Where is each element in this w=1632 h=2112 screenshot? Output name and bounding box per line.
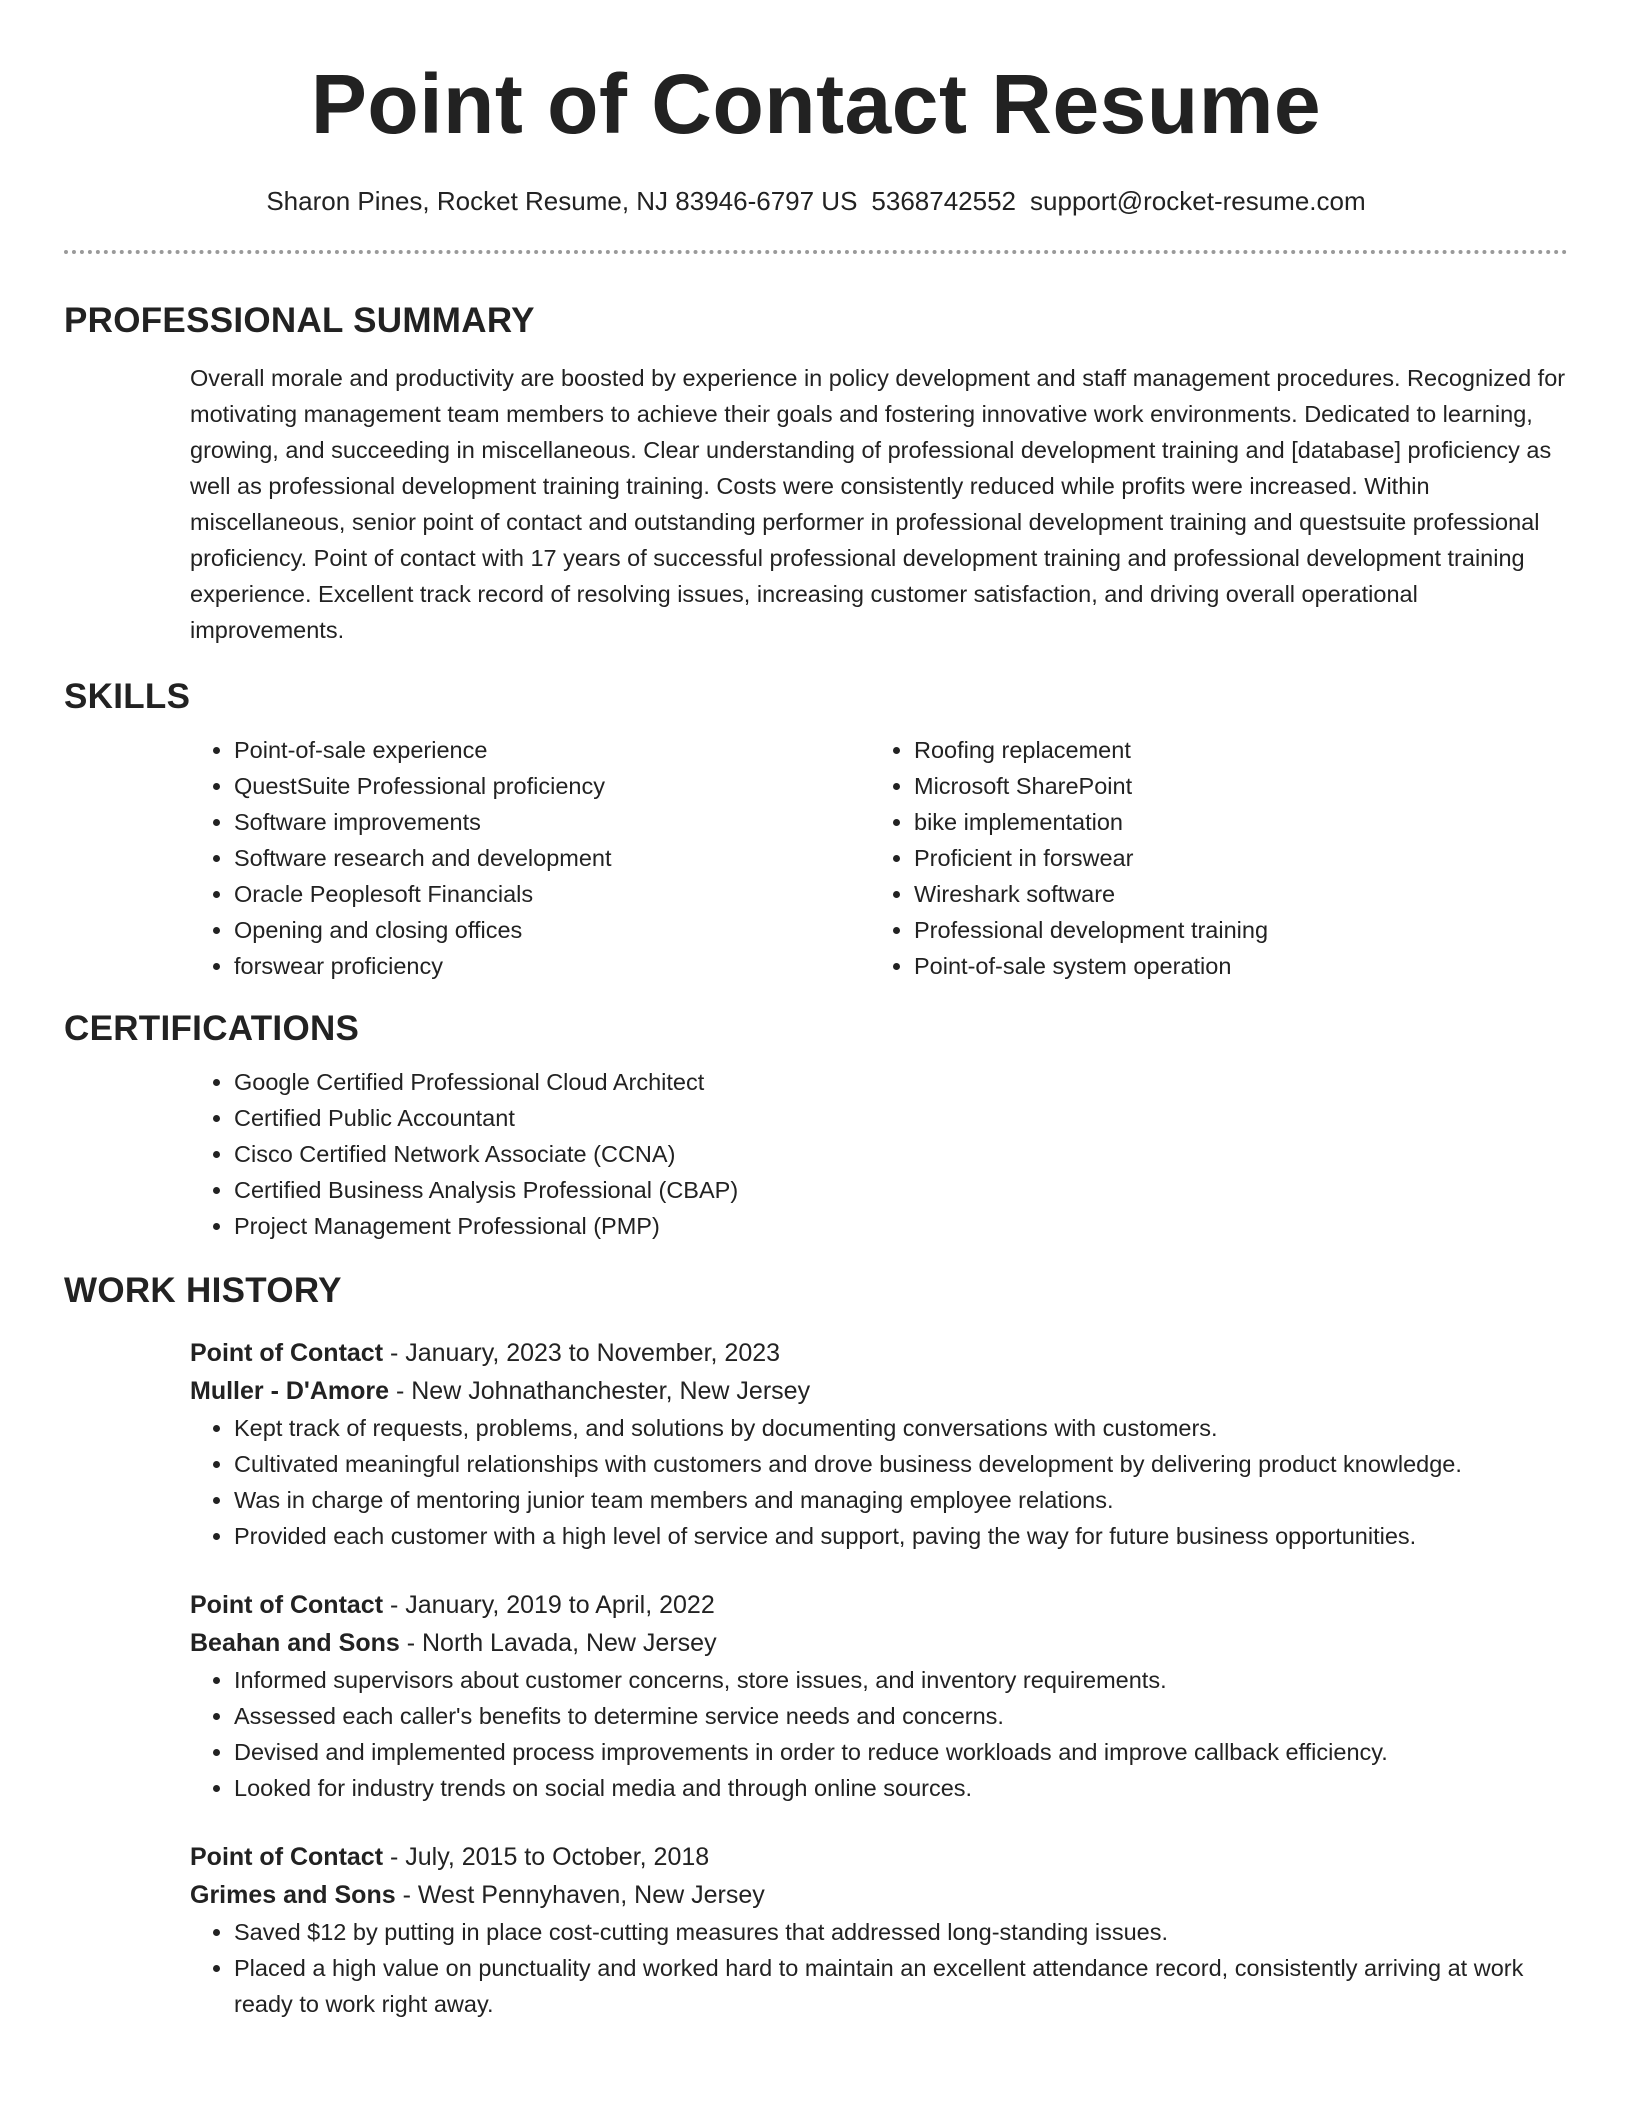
page-title: Point of Contact Resume — [310, 57, 1322, 151]
job-duties-list — [190, 1662, 1568, 1806]
certification-item: • Google Certified Professional Cloud Architect — [234, 1064, 1568, 1100]
job-title: Point of Contact — [190, 1339, 384, 1367]
contact-address: Sharon Pines, Rocket Resume, NJ 83946-6797 US — [266, 186, 858, 216]
job-duty: • Placed a high value on punctuality and worked hard to maintain an excellent attendance record, consistently arriving at work ready to work right away. — [234, 1950, 1568, 2022]
job-duty: • Assessed each caller's benefits to determine service needs and concerns. — [234, 1698, 1568, 1734]
skill-item: • Software research and development — [234, 840, 870, 876]
job-entry — [190, 1334, 1568, 1554]
skills-columns — [190, 732, 1568, 984]
job-duty: • Kept track of requests, problems, and solutions by documenting conversations with customers. — [234, 1410, 1568, 1446]
skills-column-left — [190, 732, 870, 984]
job-entry — [190, 1586, 1568, 1806]
skill-item: • Roofing replacement — [914, 732, 1550, 768]
job-location: - North Lavada, New Jersey — [399, 1629, 717, 1657]
job-duty: • Provided each customer with a high level of service and support, paving the way for future business opportunities. — [234, 1518, 1568, 1554]
job-location: - West Pennyhaven, New Jersey — [395, 1881, 765, 1909]
skill-item: • Point-of-sale experience — [234, 732, 870, 768]
skills-list-left — [190, 732, 870, 984]
job-dates: - January, 2023 to November, 2023 — [383, 1339, 781, 1367]
summary-text: Overall morale and productivity are boosted by experience in policy development and staff management procedures. Recognized for motivating management team members to achieve their goals and fostering innovative work environments. Dedicated to learning, growing, and succeeding in miscellaneous. Clear understanding of professional development training and [database] proficiency as well as professional development training training. Costs were consistently reduced while profits were increased. Within miscellaneous, senior point of contact and outstanding performer in professional development training and questsuite professional proficiency. Point of contact with 17 years of successful professional development training and professional development training experience. Excellent track record of resolving issues, increasing customer satisfaction, and driving overall operational improvements. — [190, 365, 1566, 643]
certification-item: • Project Management Professional (PMP) — [234, 1208, 1568, 1244]
job-company-line — [190, 1876, 1568, 1914]
contact-phone: 5368742552 — [871, 186, 1017, 216]
skill-item: • Wireshark software — [914, 876, 1550, 912]
skill-item: • forswear proficiency — [234, 948, 870, 984]
summary-heading: PROFESSIONAL SUMMARY — [64, 301, 535, 340]
skills-column-right — [870, 732, 1550, 984]
skill-item: • Oracle Peoplesoft Financials — [234, 876, 870, 912]
skill-item: • Software improvements — [234, 804, 870, 840]
job-duty: • Devised and implemented process improvements in order to reduce workloads and improve callback efficiency. — [234, 1734, 1568, 1770]
work-history-heading: WORK HISTORY — [64, 1271, 342, 1310]
job-duties-list — [190, 1410, 1568, 1554]
job-location: - New Johnathanchester, New Jersey — [389, 1377, 811, 1405]
skill-item: • Opening and closing offices — [234, 912, 870, 948]
certification-item: • Certified Public Accountant — [234, 1100, 1568, 1136]
job-duty: • Saved $12 by putting in place cost-cutting measures that addressed long-standing issues. — [234, 1914, 1568, 1950]
job-dates: - July, 2015 to October, 2018 — [383, 1843, 710, 1871]
job-company: Grimes and Sons — [190, 1881, 396, 1909]
job-entry — [190, 1838, 1568, 2022]
skill-item: • Microsoft SharePoint — [914, 768, 1550, 804]
contact-line — [64, 186, 1568, 216]
job-duties-list — [190, 1914, 1568, 2022]
certification-item: • Certified Business Analysis Professional (CBAP) — [234, 1172, 1568, 1208]
skill-item: • QuestSuite Professional proficiency — [234, 768, 870, 804]
skill-item: • Professional development training — [914, 912, 1550, 948]
job-company: Muller - D'Amore — [190, 1377, 390, 1405]
skill-item: • Point-of-sale system operation — [914, 948, 1550, 984]
job-title-line — [190, 1586, 1568, 1624]
certifications-list — [190, 1064, 1568, 1244]
skills-heading: SKILLS — [64, 677, 191, 716]
contact-email: support@rocket-resume.com — [1030, 186, 1366, 216]
job-dates: - January, 2019 to April, 2022 — [383, 1591, 715, 1619]
job-title-line — [190, 1838, 1568, 1876]
resume-page — [64, 0, 1568, 2022]
job-title-line — [190, 1334, 1568, 1372]
job-company-line — [190, 1372, 1568, 1410]
header-divider — [64, 250, 1568, 254]
skills-list-right — [870, 732, 1550, 984]
certifications-heading: CERTIFICATIONS — [64, 1009, 360, 1048]
job-company: Beahan and Sons — [190, 1629, 400, 1657]
job-duty: • Cultivated meaningful relationships with customers and drove business development by delivering product knowledge. — [234, 1446, 1568, 1482]
skill-item: • bike implementation — [914, 804, 1550, 840]
job-duty: • Looked for industry trends on social media and through online sources. — [234, 1770, 1568, 1806]
job-duty: • Informed supervisors about customer concerns, store issues, and inventory requirements. — [234, 1662, 1568, 1698]
certifications-block — [190, 1064, 1568, 1244]
job-duty: • Was in charge of mentoring junior team members and managing employee relations. — [234, 1482, 1568, 1518]
job-title: Point of Contact — [190, 1591, 384, 1619]
skill-item: • Proficient in forswear — [914, 840, 1550, 876]
certification-item: • Cisco Certified Network Associate (CCNA) — [234, 1136, 1568, 1172]
job-title: Point of Contact — [190, 1843, 384, 1871]
job-company-line — [190, 1624, 1568, 1662]
